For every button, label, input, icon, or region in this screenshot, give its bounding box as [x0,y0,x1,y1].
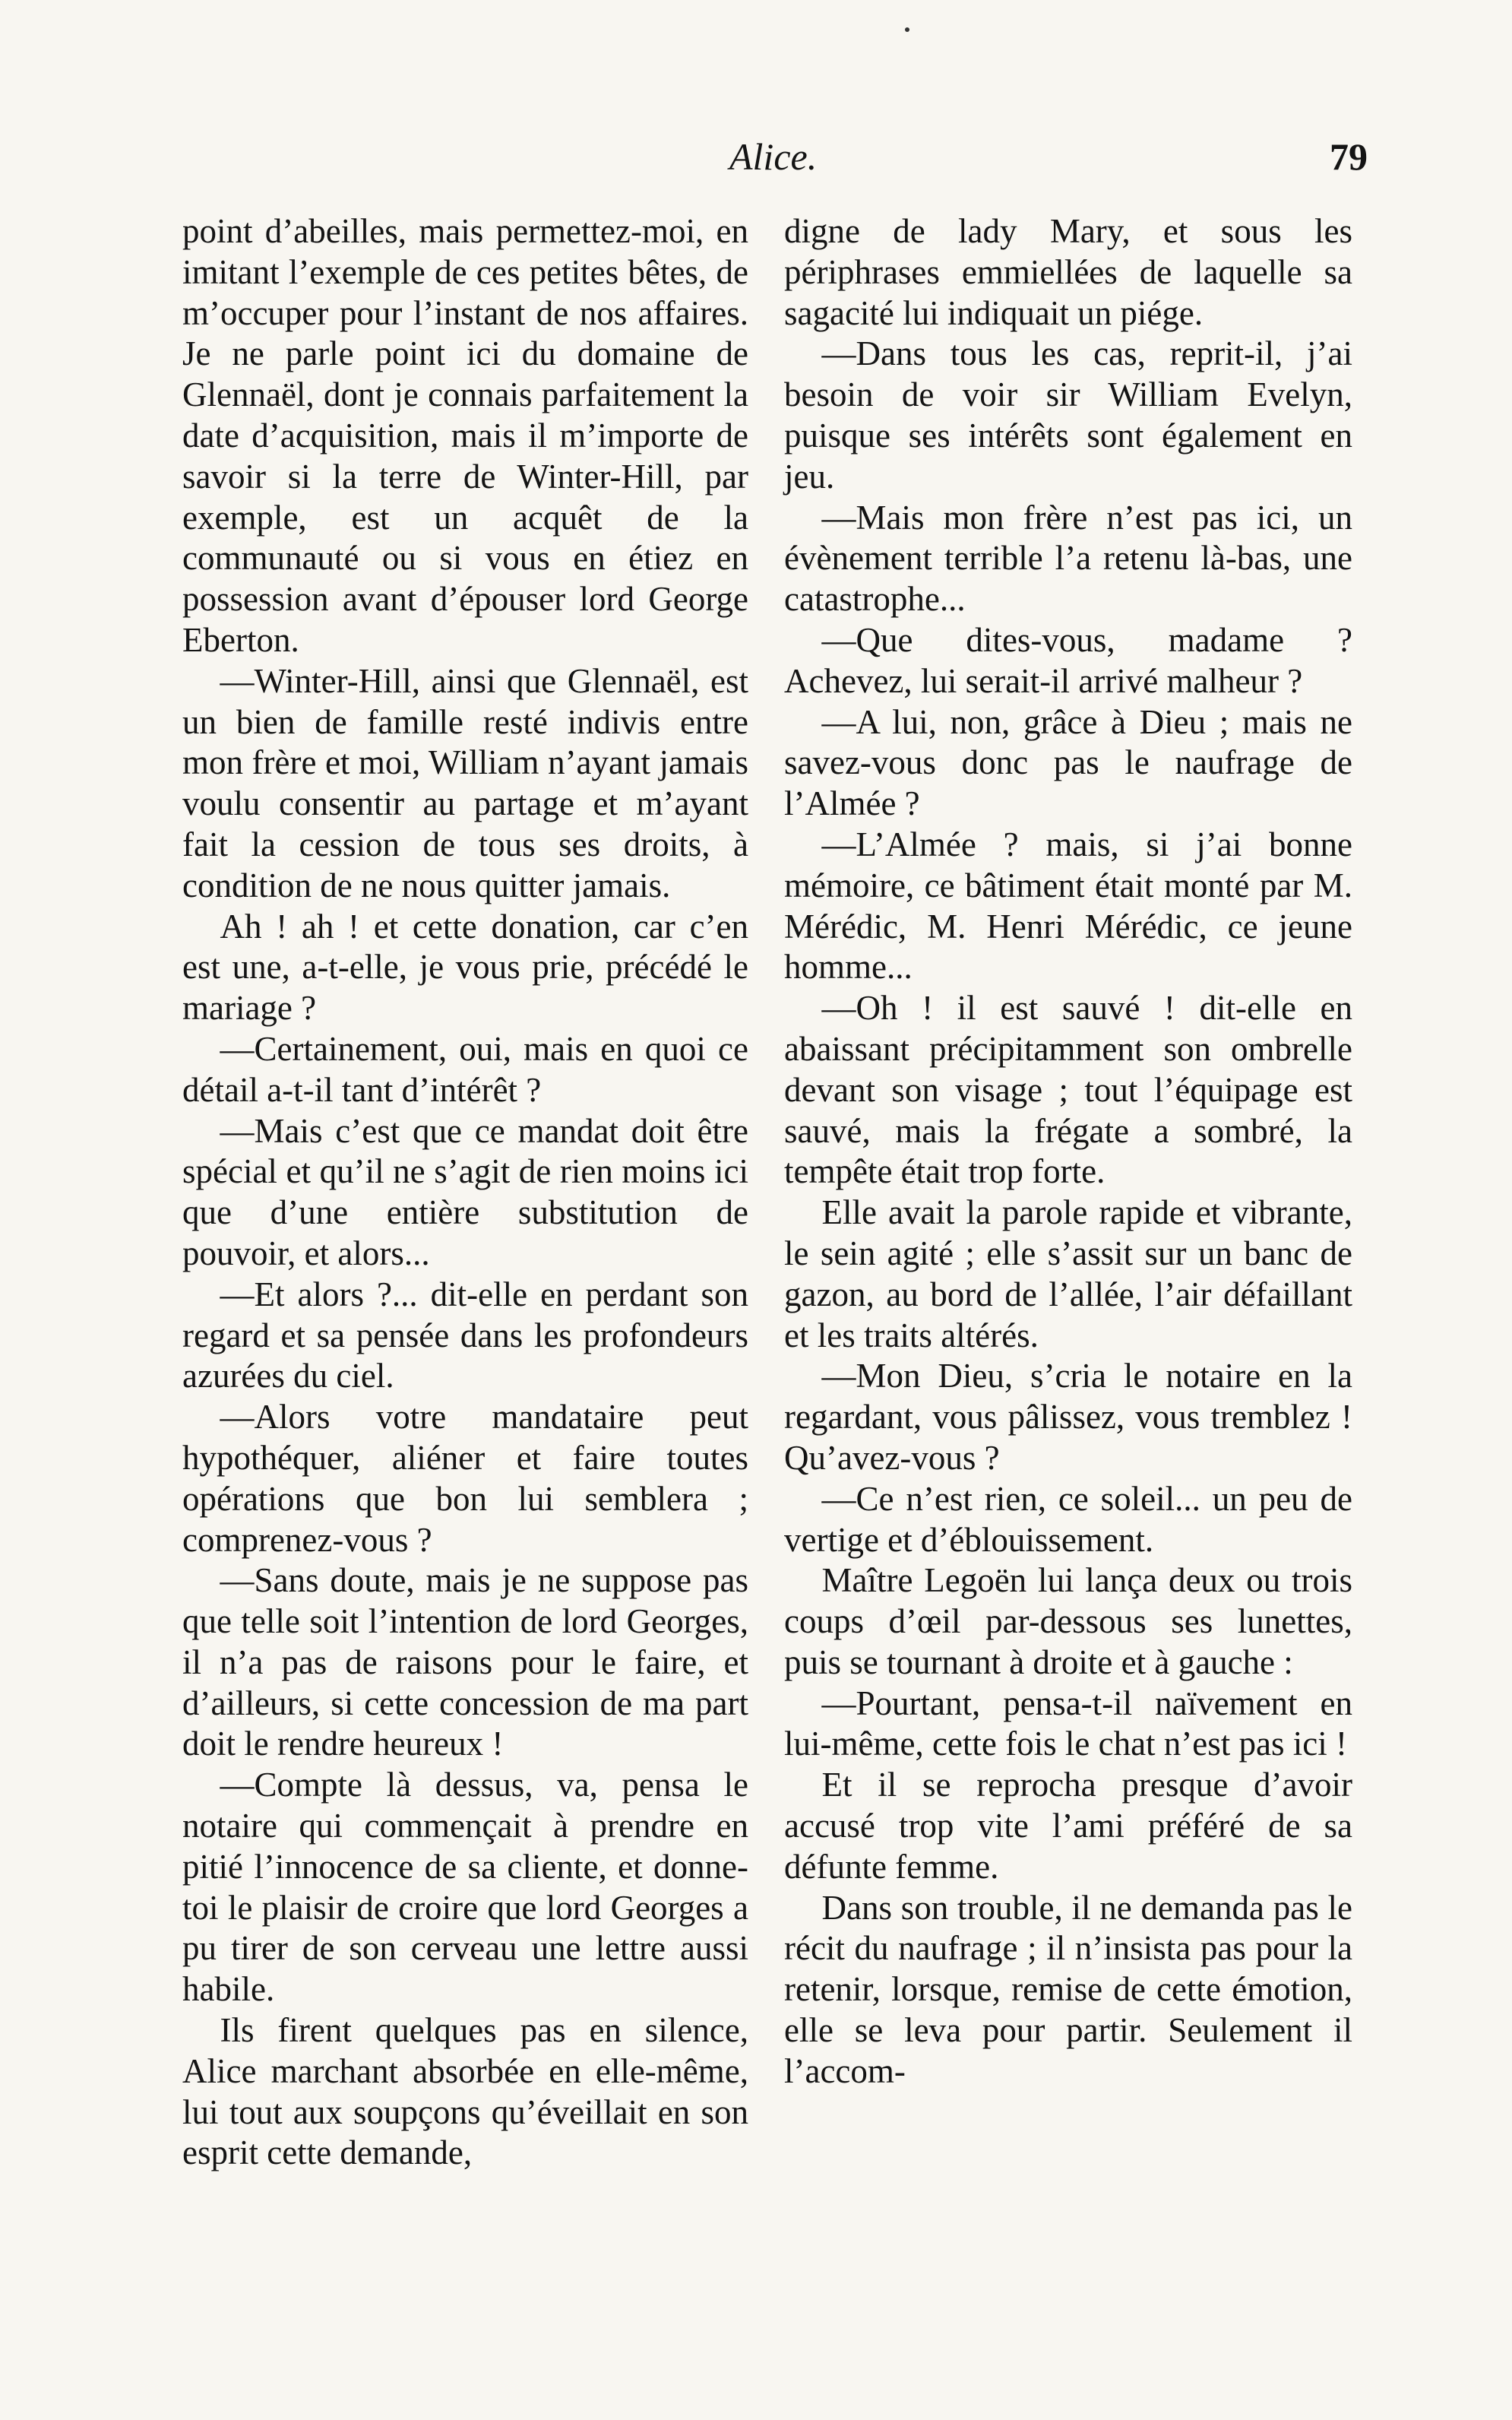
paragraph: —Mais c’est que ce mandat doit être spécial et qu’il ne s’agit de rien moins ici que d’une entière substitution de pouvoir, et alors... [182,1111,748,1272]
paragraph: digne de lady Mary, et sous les périphrases emmiellées de laquelle sa sagacité lui indiquait un piége. [784,212,1352,332]
right-column [784,211,1352,2092]
paragraph: —Certainement, oui, mais en quoi ce détail a-t-il tant d’intérêt ? [182,1029,748,1109]
paragraph: —Winter-Hill, ainsi que Glennaël, est un bien de famille resté indivis entre mon frère et moi, William n’ayant jamais voulu consentir au partage et m’ayant fait la cession de tous ses droits, à condition de ne nous quitter jamais. [182,661,748,904]
paragraph: point d’abeilles, mais permettez-moi, en imitant l’exemple de ces petites bêtes, de m’occuper pour l’instant de nos affaires. Je ne parle point ici du domaine de Glennaël, dont je connais parfaitement la date d’acquisition, mais il m’importe de savoir si la terre de Winter-Hill, par exemple, est un acquêt de la communauté ou si vous en étiez en possession avant d’épouser lord George Eberton. [182,212,748,659]
paragraph: —Oh ! il est sauvé ! dit-elle en abaissant précipitamment son ombrelle devant son visage ; tout l’équipage est sauvé, mais la frégate a sombré, la tempête était trop forte. [784,989,1352,1191]
paragraph: Ah ! ah ! et cette donation, car c’en est une, a-t-elle, je vous prie, précédé le mariage ? [182,907,748,1028]
paragraph: —Dans tous les cas, reprit-il, j’ai besoin de voir sir William Evelyn, puisque ses intérêts sont également en jeu. [784,334,1352,496]
paragraph: —Compte là dessus, va, pensa le notaire qui commençait à prendre en pitié l’innocence de sa cliente, et donne-toi le plaisir de croire que lord Georges a pu tirer de son cerveau une lettre aussi habile. [182,1766,748,2009]
paragraph: —Alors votre mandataire peut hypothéquer, aliéner et faire toutes opérations que bon lui semblera ; comprenez-vous ? [182,1398,748,1559]
paragraph: —Sans doute, mais je ne suppose pas que telle soit l’intention de lord Georges, il n’a pas de raisons pour le faire, et d’ailleurs, si cette concession de ma part doit le rendre heureux ! [182,1561,748,1763]
paragraph: —Mon Dieu, s’cria le notaire en la regardant, vous pâlissez, vous tremblez ! Qu’avez-vous ? [784,1357,1352,1477]
left-column [182,211,748,2174]
paragraph: —L’Almée ? mais, si j’ai bonne mémoire, ce bâtiment était monté par M. Mérédic, M. Henri Mérédic, ce jeune homme... [784,825,1352,987]
paragraph: —A lui, non, grâce à Dieu ; mais ne savez-vous donc pas le naufrage de l’Almée ? [784,702,1352,823]
paragraph: Et il se reprocha presque d’avoir accusé trop vite l’ami préféré de sa défunte femme. [784,1766,1352,1886]
paragraph: Elle avait la parole rapide et vibrante, le sein agité ; elle s’assit sur un banc de gazon, au bord de l’allée, l’air défaillant et les traits altérés. [784,1193,1352,1354]
paragraph: —Mais mon frère n’est pas ici, un évènement terrible l’a retenu là-bas, une catastrophe... [784,498,1352,619]
paragraph: Ils firent quelques pas en silence, Alice marchant absorbée en elle-même, lui tout aux soupçons qu’éveillait en son esprit cette demande, [182,2011,748,2172]
page-number: 79 [1330,135,1368,178]
paragraph: Maître Legoën lui lança deux ou trois coups d’œil par-dessous ses lunettes, puis se tournant à droite et à gauche : [784,1561,1352,1681]
running-title: Alice. [729,135,818,178]
ink-speck [905,27,909,32]
paragraph: Dans son trouble, il ne demanda pas le récit du naufrage ; il n’insista pas pour la retenir, lorsque, remise de cette émotion, elle se leva pour partir. Seulement il l’accom- [784,1888,1352,2090]
paragraph: —Et alors ?... dit-elle en perdant son regard et sa pensée dans les profondeurs azurées du ciel. [182,1275,748,1395]
paragraph: —Pourtant, pensa-t-il naïvement en lui-même, cette fois le chat n’est pas ici ! [784,1684,1352,1763]
paragraph: —Que dites-vous, madame ? Achevez, lui serait-il arrivé malheur ? [784,620,1352,700]
paragraph: —Ce n’est rien, ce soleil... un peu de vertige et d’éblouissement. [784,1479,1352,1559]
